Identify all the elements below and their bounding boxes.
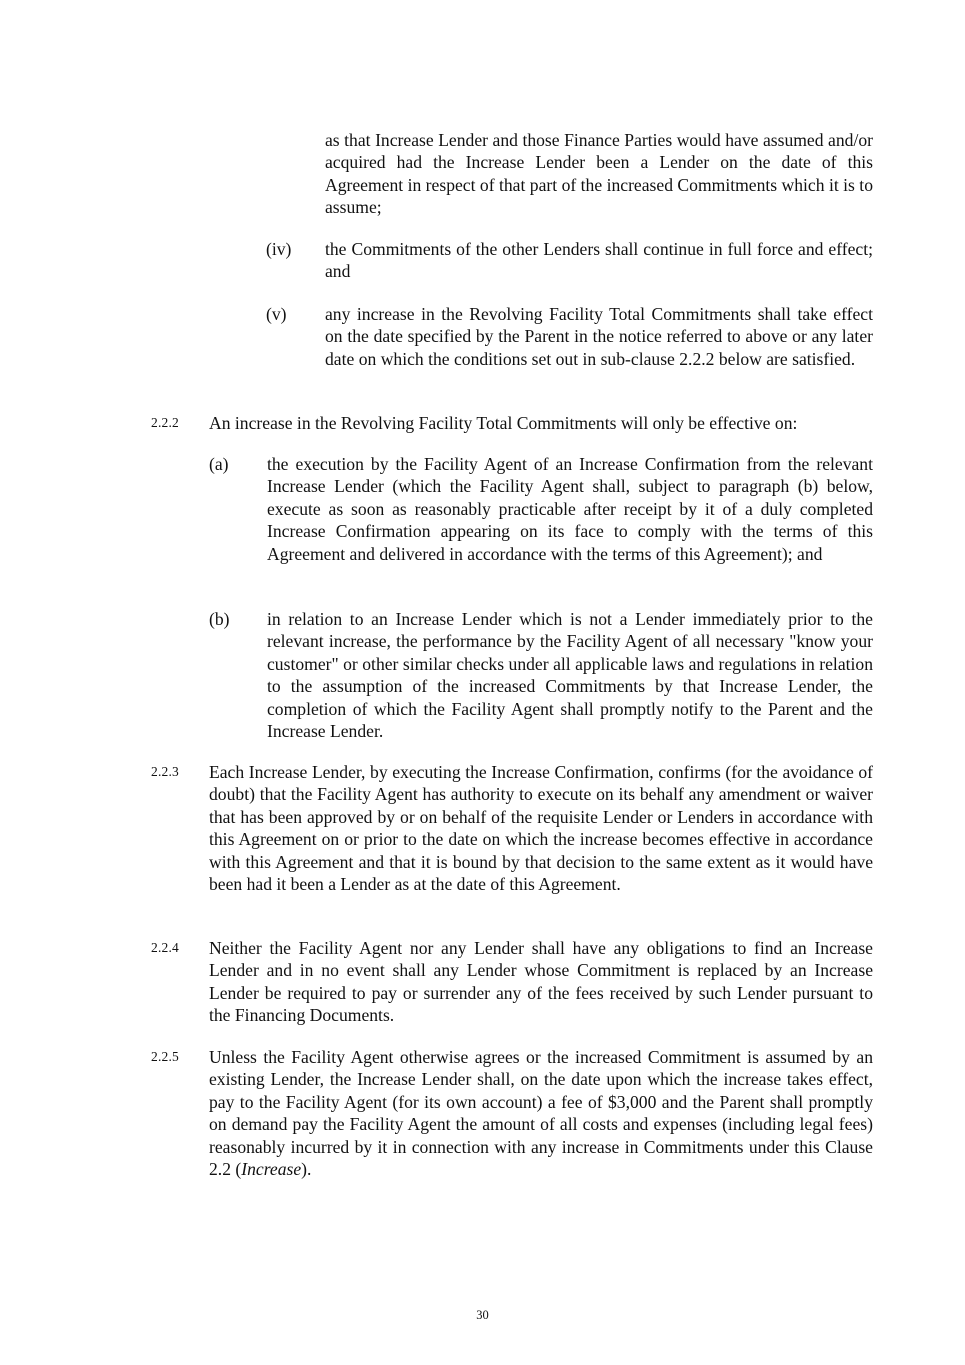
- clause-2-2-2-number: 2.2.2: [151, 415, 179, 430]
- clause-2-2-4-number: 2.2.4: [151, 940, 179, 955]
- clause-2-2-3-number: 2.2.3: [151, 764, 179, 779]
- item-iv-label: (iv): [266, 239, 292, 259]
- page-number: 30: [476, 1308, 489, 1322]
- clause-2-2-4-text: Neither the Facility Agent nor any Lender shall have any obligations to find an Increase Lender and in no event shall any Lender whose Commitment is replaced by an Increase Lender be required to pay or surrender any of the fees received by such Lender pursuant to the Financing Documents.: [209, 938, 873, 1026]
- clause-2-2-2-text: An increase in the Revolving Facility Total Commitments will only be effective on:: [209, 413, 798, 433]
- clause-2-2-5-text-end: ).: [301, 1159, 312, 1180]
- item-v-label: (v): [266, 304, 287, 324]
- clause-2-2-3-text: Each Increase Lender, by executing the Increase Confirmation, confirms (for the avoidance of doubt) that the Facility Agent has authority to execute on its behalf any amendment or waiver that has been approved by or on behalf of the requisite Lender or Lenders in accordance with this Agreement on or prior to the date on which the increase becomes effective in accordance with this Agreement and that it is bound by that decision to the same extent as it would have been had it been a Lender as at the date of this Agreement.: [209, 762, 873, 895]
- item-b-label: (b): [209, 609, 230, 629]
- clause-2-2-5-italic-term: Increase: [241, 1159, 302, 1180]
- clause-2-2-5-text-main: Unless the Facility Agent otherwise agrees or the increased Commitment is assumed by an existing Lender, the Increase Lender shall, on the date upon which the increase takes effect, pay to the Facility Agent (for its own account) a fee of $3,000 and the Parent shall promptly on demand pay the Facility Agent the amount of all costs and expenses (including legal fees) reasonably incurred by it in connection with any increase in Commitments under this Clause 2.2 (: [209, 1047, 873, 1180]
- clause-2-2-5-number: 2.2.5: [151, 1049, 179, 1064]
- item-a-text: the execution by the Facility Agent of an Increase Confirmation from the relevant Increase Lender (which the Facility Agent shall, subject to paragraph (b) below, execute as soon as reasonably practicable after receipt by it of a duly completed Increase Confirmation appearing on its face to comply with the terms of this Agreement and delivered in accordance with the terms of this Agreement); and: [267, 454, 873, 564]
- item-a-label: (a): [209, 454, 229, 474]
- clause-2-2-5-text: [209, 1046, 873, 1180]
- continuation-paragraph: as that Increase Lender and those Finance Parties would have assumed and/or acquired had the Increase Lender been a Lender on the date of this Agreement in respect of that part of the increased Commitments which it is to assume;: [325, 130, 873, 218]
- item-v-text: any increase in the Revolving Facility Total Commitments shall take effect on the date specified by the Parent in the notice referred to above or any later date on which the conditions set out in sub-clause 2.2.2 below are satisfied.: [325, 304, 873, 369]
- item-iv-text: the Commitments of the other Lenders shall continue in full force and effect; and: [325, 239, 873, 282]
- item-b-text: in relation to an Increase Lender which is not a Lender immediately prior to the relevant increase, the performance by the Facility Agent of all necessary "know your customer" or other similar checks under all applicable laws and regulations in relation to the assumption of the increased Commitments by that Increase Lender, the completion of which the Facility Agent shall promptly notify to the Parent and the Increase Lender.: [267, 609, 873, 742]
